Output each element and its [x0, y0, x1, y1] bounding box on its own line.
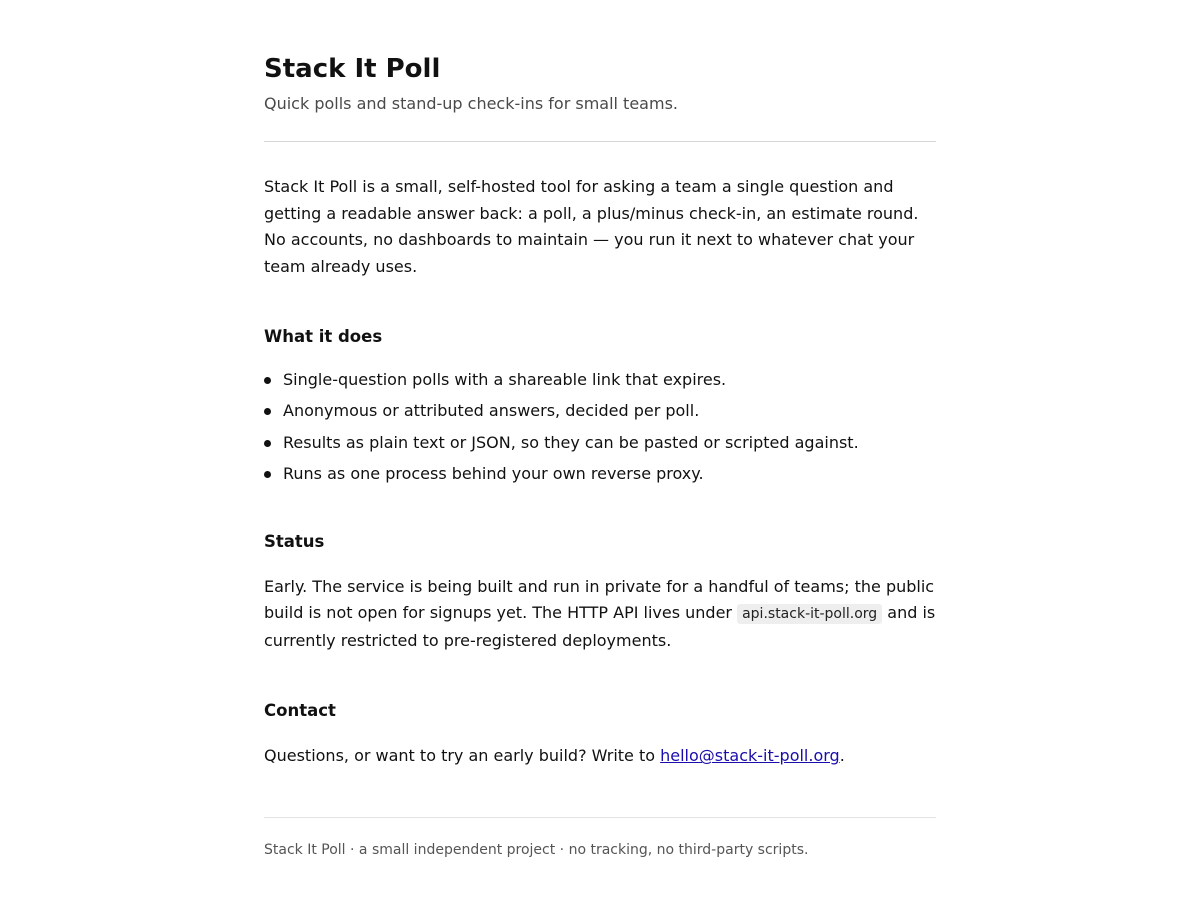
what-it-does-heading: What it does [264, 327, 383, 346]
status-text-before: Early. The service is being built and run in private for a handful of teams; the public build is not open for signups yet. The HTTP API lives under [264, 576, 935, 623]
contact-text-after: . [839, 746, 845, 766]
bullet-icon [264, 440, 271, 447]
intro-paragraph: Stack It Poll is a small, self-hosted tool for asking a team a single question and getting a readable answer back: a poll, a plus/minus check-in, an estimate round. No accounts, no dashboards to maintain — you run it next to whatever chat your team already uses. [264, 177, 919, 276]
contact-text-before: Questions, or want to try an early build? Write to [264, 746, 661, 766]
feature-text: Single-question polls with a shareable link that expires. [283, 370, 727, 389]
feature-text: Anonymous or attributed answers, decided per poll. [283, 401, 700, 421]
footer-text: Stack It Poll · a small independent project · no tracking, no third-party scripts. [264, 842, 809, 859]
bullet-icon [264, 377, 271, 384]
list-item [283, 369, 936, 391]
footer-divider [264, 817, 936, 818]
bullet-icon [264, 471, 271, 478]
email-link[interactable]: hello@stack-it-poll.org [660, 746, 840, 766]
status-heading: Status [264, 531, 325, 551]
page-title: Stack It Poll [264, 54, 441, 84]
list-item [283, 400, 936, 422]
api-host-code: api.stack-it-poll.org [737, 604, 882, 624]
feature-text: Runs as one process behind your own reverse proxy. [283, 463, 704, 483]
tagline: Quick polls and stand-up check-ins for small teams. [264, 94, 678, 113]
header-divider [264, 141, 936, 142]
status-paragraph [264, 574, 936, 655]
page [264, 0, 936, 860]
status-text-after: and is currently restricted to pre-registered deployments. [264, 603, 936, 650]
contact-paragraph [264, 743, 936, 769]
list-item [283, 463, 936, 485]
feature-list [264, 369, 936, 485]
feature-text: Results as plain text or JSON, so they can be pasted or scripted against. [283, 432, 859, 452]
contact-heading: Contact [264, 701, 336, 721]
bullet-icon [264, 408, 271, 415]
list-item [283, 432, 936, 454]
